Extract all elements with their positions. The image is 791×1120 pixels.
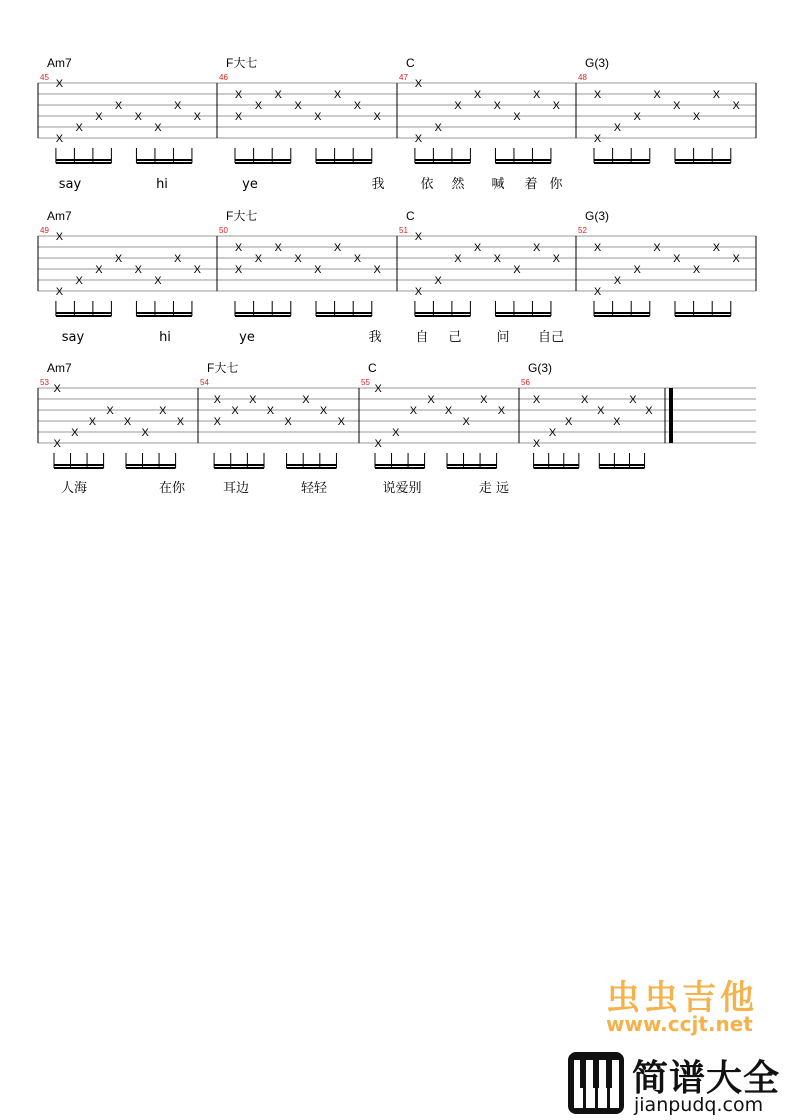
rhythm-beam	[136, 159, 191, 161]
tab-note: X	[732, 253, 740, 265]
jianpu-watermark-url: jianpudq.com	[634, 1094, 764, 1116]
rhythm-beam	[415, 315, 470, 317]
tab-note: X	[548, 427, 557, 439]
tab-note: X	[454, 100, 462, 112]
tab-note: X	[493, 100, 501, 112]
tab-note: X	[613, 416, 621, 428]
rhythm-beam	[235, 312, 291, 314]
tab-note: X	[55, 286, 64, 298]
tab-note: X	[414, 78, 423, 90]
rhythm-beam	[56, 312, 111, 314]
lyric: 然	[451, 177, 465, 192]
tab-note: X	[613, 122, 622, 134]
tab-note: X	[564, 416, 573, 428]
measure-number: 52	[578, 226, 587, 235]
rhythm-beam	[447, 467, 497, 469]
tab-note: X	[123, 416, 132, 428]
rhythm-beam	[56, 162, 111, 164]
rhythm-beam	[235, 162, 291, 164]
lyric: hi	[156, 177, 168, 192]
tab-note: X	[633, 264, 641, 276]
lyric: ye	[239, 330, 255, 345]
rhythm-beam	[375, 467, 425, 469]
measure-number: 51	[399, 226, 408, 235]
rhythm-beam	[675, 315, 731, 317]
tab-note: X	[333, 89, 342, 101]
lyric: 你	[549, 177, 563, 192]
rhythm-beam	[316, 315, 372, 317]
rhythm-beam	[54, 464, 104, 466]
tab-note: X	[414, 133, 423, 145]
rhythm-beam	[594, 315, 650, 317]
rhythm-beam	[287, 464, 337, 466]
tab-note: X	[434, 122, 442, 134]
tab-note: X	[302, 394, 310, 406]
tab-system	[38, 360, 756, 496]
rhythm-beam	[447, 464, 497, 466]
tab-note: X	[374, 438, 382, 450]
tab-note: X	[274, 242, 282, 254]
tab-note: X	[373, 111, 381, 123]
tab-note: X	[95, 111, 103, 123]
tab-note: X	[55, 78, 64, 90]
tab-note: X	[141, 427, 149, 439]
tab-note: X	[53, 438, 61, 450]
rhythm-beam	[599, 467, 644, 469]
tab-note: X	[409, 405, 418, 417]
tab-note: X	[493, 253, 501, 265]
chord-name: F大七	[226, 56, 258, 70]
jianpu-watermark-title: 简谱大全	[632, 1058, 781, 1099]
rhythm-beam	[56, 159, 111, 161]
measure-number: 56	[521, 378, 530, 387]
tab-note: X	[593, 242, 602, 254]
lyric: 依	[420, 177, 434, 192]
measure-number: 50	[219, 226, 228, 235]
rhythm-beam	[495, 162, 550, 164]
tab-note: X	[597, 405, 605, 417]
tab-note: X	[234, 242, 243, 254]
tab-note: X	[414, 286, 423, 298]
tab-note: X	[552, 100, 560, 112]
tab-note: X	[176, 416, 185, 428]
tab-note: X	[593, 286, 602, 298]
lyric: say	[58, 177, 82, 192]
tab-note: X	[473, 89, 482, 101]
rhythm-beam	[675, 159, 731, 161]
lyric: 耳边	[222, 481, 250, 496]
rhythm-beam	[136, 162, 191, 164]
tab-note: X	[106, 405, 114, 417]
tab-note: X	[231, 405, 239, 417]
tab-note: X	[613, 275, 622, 287]
lyric: 在你	[158, 481, 186, 496]
tab-note: X	[392, 427, 400, 439]
tab-note: X	[193, 264, 201, 276]
tab-note: X	[173, 253, 182, 265]
measure-number: 49	[40, 226, 49, 235]
tab-note: X	[114, 100, 123, 112]
lyric: 人海	[60, 481, 88, 496]
tab-note: X	[497, 405, 506, 417]
tab-note: X	[159, 405, 167, 417]
tab-note: X	[434, 275, 442, 287]
rhythm-beam	[316, 162, 372, 164]
tab-note: X	[71, 427, 79, 439]
rhythm-beam	[415, 312, 470, 314]
rhythm-beam	[235, 315, 291, 317]
rhythm-beam	[599, 464, 644, 466]
tab-note: X	[213, 416, 221, 428]
tab-note: X	[333, 242, 342, 254]
tab-note: X	[114, 253, 123, 265]
rhythm-beam	[126, 464, 176, 466]
lyric: hi	[159, 330, 171, 345]
tab-note: X	[274, 89, 282, 101]
lyric: 说爱别	[382, 481, 422, 496]
tab-note: X	[314, 111, 322, 123]
lyric: ye	[242, 177, 258, 192]
tab-note: X	[75, 122, 83, 134]
tab-note: X	[454, 253, 462, 265]
rhythm-beam	[495, 159, 550, 161]
rhythm-beam	[675, 162, 731, 164]
tab-note: X	[532, 89, 541, 101]
tab-system	[38, 208, 756, 345]
rhythm-beam	[415, 159, 470, 161]
chord-name: G(3)	[585, 56, 609, 70]
tab-note: X	[653, 89, 661, 101]
tab-note: X	[712, 242, 721, 254]
rhythm-beam	[235, 159, 291, 161]
measure-number: 53	[40, 378, 49, 387]
tab-note: X	[633, 111, 641, 123]
tab-note: X	[532, 242, 541, 254]
tab-note: X	[444, 405, 453, 417]
tab-note: X	[513, 264, 521, 276]
chord-name: Am7	[47, 361, 72, 375]
tab-note: X	[462, 416, 470, 428]
tab-note: X	[552, 253, 560, 265]
tab-note: X	[532, 438, 541, 450]
tab-note: X	[154, 275, 162, 287]
final-barline-thick	[669, 388, 673, 443]
piano-logo-icon	[566, 1050, 628, 1116]
tab-note: X	[653, 242, 661, 254]
jianpu-watermark	[566, 1050, 790, 1118]
lyric: 自己	[537, 330, 565, 345]
tab-note: X	[629, 394, 637, 406]
tab-note: X	[593, 133, 602, 145]
tab-note: X	[314, 264, 322, 276]
tab-note: X	[95, 264, 103, 276]
tab-note: X	[645, 405, 653, 417]
lyric: 着	[524, 177, 538, 192]
rhythm-beam	[56, 315, 111, 317]
rhythm-beam	[136, 312, 191, 314]
lyric: say	[61, 330, 85, 345]
measure-number: 54	[200, 378, 209, 387]
lyric: 自	[415, 330, 429, 345]
tab-note: X	[337, 416, 345, 428]
tab-note: X	[213, 394, 221, 406]
chord-name: Am7	[47, 56, 72, 70]
tab-note: X	[134, 111, 142, 123]
tab-note: X	[284, 416, 292, 428]
tab-note: X	[55, 133, 64, 145]
tab-note: X	[254, 100, 263, 112]
rhythm-beam	[287, 467, 337, 469]
lyric: 喊	[491, 177, 505, 192]
rhythm-beam	[534, 467, 579, 469]
lyric: 轻轻	[300, 481, 328, 496]
lyric: 我	[368, 330, 382, 345]
chord-name: G(3)	[585, 209, 609, 223]
tab-note: X	[353, 253, 362, 265]
tab-note: X	[266, 405, 275, 417]
tab-note: X	[154, 122, 162, 134]
rhythm-beam	[534, 464, 579, 466]
rhythm-beam	[594, 162, 650, 164]
lyric: 走 远	[478, 481, 510, 496]
rhythm-beam	[495, 315, 550, 317]
tab-note: X	[427, 394, 435, 406]
tab-note: X	[414, 231, 423, 243]
tab-note: X	[692, 264, 701, 276]
chord-name: F大七	[207, 361, 239, 375]
chord-name: C	[406, 209, 415, 223]
tab-note: X	[173, 100, 182, 112]
tab-note: X	[581, 394, 589, 406]
rhythm-beam	[214, 467, 264, 469]
rhythm-beam	[126, 467, 176, 469]
tab-note: X	[249, 394, 257, 406]
chord-name: F大七	[226, 209, 258, 223]
tab-note: X	[732, 100, 740, 112]
tab-note: X	[234, 89, 243, 101]
tab-note: X	[234, 111, 243, 123]
chord-name: C	[406, 56, 415, 70]
tab-note: X	[193, 111, 201, 123]
rhythm-beam	[214, 464, 264, 466]
rhythm-beam	[375, 464, 425, 466]
tab-note: X	[513, 111, 521, 123]
tab-note: X	[294, 253, 302, 265]
tab-note: X	[373, 264, 381, 276]
tab-note: X	[88, 416, 97, 428]
tab-note: X	[53, 383, 61, 395]
measure-number: 55	[361, 378, 370, 387]
tab-note: X	[473, 242, 482, 254]
tab-note: X	[692, 111, 701, 123]
tab-note: X	[593, 89, 602, 101]
tab-note: X	[374, 383, 382, 395]
lyric: 问	[496, 330, 510, 345]
tab-note: X	[55, 231, 64, 243]
tab-note: X	[480, 394, 488, 406]
rhythm-beam	[594, 312, 650, 314]
rhythm-beam	[136, 315, 191, 317]
tab-note: X	[254, 253, 263, 265]
rhythm-beam	[316, 312, 372, 314]
tab-note: X	[673, 253, 681, 265]
tab-system	[38, 55, 756, 192]
measure-number: 45	[40, 73, 49, 82]
chord-name: C	[368, 361, 377, 375]
tab-note: X	[353, 100, 362, 112]
rhythm-beam	[54, 467, 104, 469]
ccjt-watermark-url: www.ccjt.net	[606, 1012, 753, 1036]
tab-note: X	[134, 264, 142, 276]
measure-number: 48	[578, 73, 587, 82]
tab-note: X	[319, 405, 328, 417]
rhythm-beam	[316, 159, 372, 161]
rhythm-beam	[495, 312, 550, 314]
tab-note: X	[75, 275, 83, 287]
measure-number: 46	[219, 73, 228, 82]
rhythm-beam	[594, 159, 650, 161]
measure-number: 47	[399, 73, 408, 82]
lyric: 己	[448, 330, 462, 345]
tab-note: X	[234, 264, 243, 276]
tab-note: X	[294, 100, 302, 112]
lyric: 我	[371, 177, 385, 192]
rhythm-beam	[415, 162, 470, 164]
ccjt-watermark	[606, 970, 788, 1040]
tab-note: X	[532, 394, 541, 406]
tab-note: X	[673, 100, 681, 112]
chord-name: Am7	[47, 209, 72, 223]
tab-note: X	[712, 89, 721, 101]
ccjt-watermark-title: 虫虫吉他	[606, 978, 758, 1018]
rhythm-beam	[675, 312, 731, 314]
chord-name: G(3)	[528, 361, 552, 375]
